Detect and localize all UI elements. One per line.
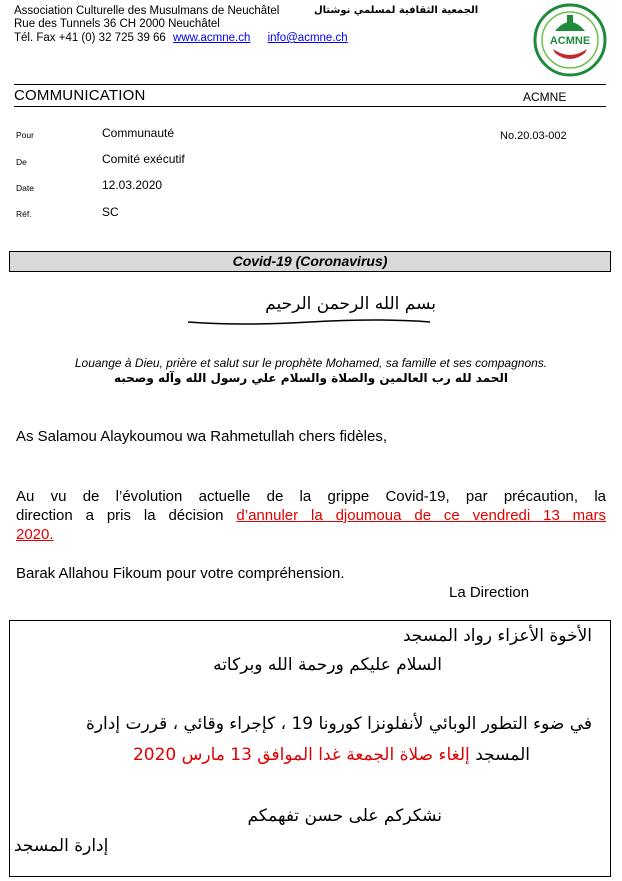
cancellation-highlight-2: 2020.: [16, 526, 54, 543]
greeting-line: As Salamou Alaykoumou wa Rahmetullah chers fidèles,: [16, 428, 388, 445]
arabic-line-5: نشكركم على حسن تفهمكم: [247, 806, 442, 826]
date-value: 12.03.2020: [102, 178, 163, 192]
praise-french: Louange à Dieu, prière et salut sur le prophète Mohamed, sa famille et ses compagnons.: [74, 356, 548, 370]
paragraph-line-2: [16, 506, 606, 525]
arabic-signature: إدارة المسجد: [14, 836, 109, 856]
arabic-cancellation-highlight: إلغاء صلاة الجمعة غدا الموافق 13 مارس 2020: [132, 745, 470, 765]
de-label: De: [16, 157, 27, 167]
acmne-logo: [533, 3, 607, 77]
org-name-fr: Association Culturelle des Musulmans de Neuchâtel: [14, 5, 280, 17]
header-divider: [14, 84, 606, 85]
arabic-notice-box: [9, 620, 611, 877]
reference-number: No.20.03-002: [500, 130, 567, 142]
basmala-calligraphy: [180, 292, 440, 332]
logo-text: ACMNE: [549, 35, 591, 47]
subject-banner: Covid-19 (Coronavirus): [9, 251, 611, 272]
website-link[interactable]: www.acmne.ch: [173, 32, 251, 44]
date-label: Date: [16, 183, 34, 193]
cancellation-highlight-1: d’annuler la djoumoua de ce vendredi 13 mars: [236, 507, 607, 524]
arabic-line-2: السلام عليكم ورحمة الله وبركاته: [213, 655, 442, 675]
communication-divider: [14, 106, 606, 107]
arabic-line-4-start: المسجد: [475, 745, 530, 765]
ref-label: Réf.: [16, 209, 32, 219]
de-value: Comité exécutif: [102, 152, 185, 166]
communication-org-code: ACMNE: [523, 90, 567, 104]
pour-value: Communauté: [102, 126, 175, 140]
pour-label: Pour: [16, 130, 34, 140]
arabic-line-4: [133, 745, 530, 765]
paragraph-start: direction a pris la décision: [16, 507, 224, 524]
org-phone: Tél. Fax +41 (0) 32 725 39 66: [14, 32, 166, 44]
basmala-text: بسم الله الرحمن الرحيم: [265, 294, 436, 314]
arabic-line-1: الأخوة الأعزاء رواد المسجد: [403, 626, 592, 646]
ref-value: SC: [102, 205, 119, 219]
paragraph-line-3: [16, 525, 54, 544]
email-link[interactable]: info@acmne.ch: [267, 32, 348, 44]
org-name-ar: الجمعية الثقافية لمسلمي نوشتال: [314, 5, 479, 16]
praise-arabic: الحمد لله رب العالمين والصلاة والسلام علي رسول الله وآله وصحبه: [113, 371, 509, 385]
signature: La Direction: [449, 584, 530, 601]
paragraph-line-1: Au vu de l’évolution actuelle de la grippe Covid-19, par précaution, la: [16, 488, 606, 505]
org-contact: [14, 32, 348, 45]
communication-title: COMMUNICATION: [14, 87, 146, 104]
org-address: Rue des Tunnels 36 CH 2000 Neuchâtel: [14, 18, 220, 30]
thanks-line: Barak Allahou Fikoum pour votre compréhension.: [16, 565, 345, 582]
arabic-line-3: في ضوء التطور الوبائي لأنفلونزا كورونا 19 ، كإجراء وقائي ، قررت إدارة: [85, 714, 592, 734]
